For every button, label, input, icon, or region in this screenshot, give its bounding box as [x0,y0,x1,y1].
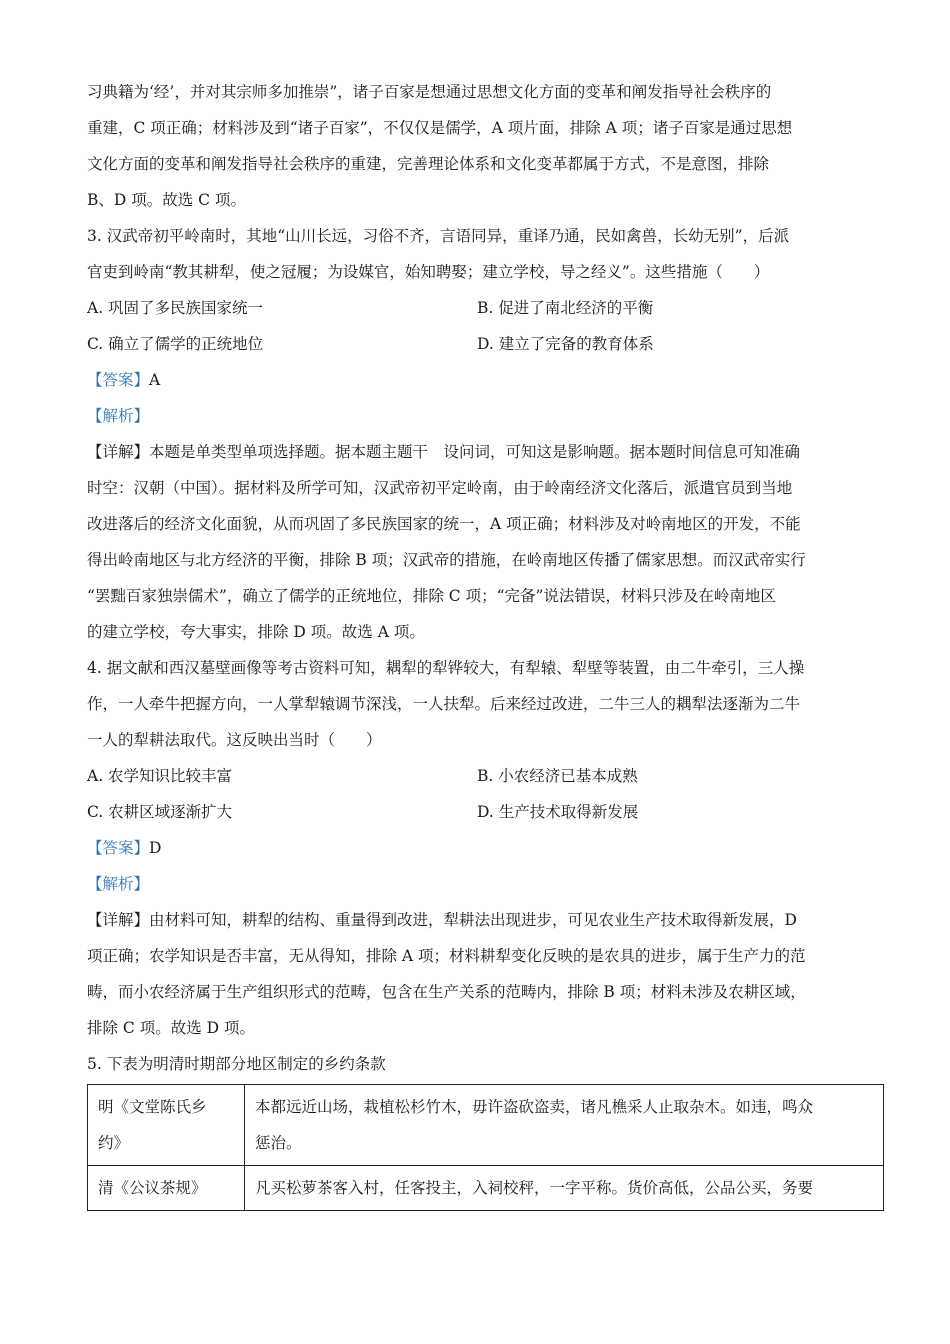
detail-line: 改进落后的经济文化面貌，从而巩固了多民族国家的统一，A 项正确；材料涉及对岭南地区的开发，不能 [87,515,801,533]
answer-value: A [149,371,161,389]
option-a: A. 农学知识比较丰富 [87,767,233,785]
table-cell-source [88,1166,245,1211]
detail-label: 【详解】 [87,443,150,461]
table-cell-source [88,1085,245,1166]
detail-line [87,902,887,938]
options-row [87,794,887,830]
options-row [87,326,887,362]
detail-line: 排除 C 项。故选 D 项。 [87,1019,255,1037]
cell-line: 明《文堂陈氏乡 [98,1098,207,1116]
answer-value: D [149,839,162,857]
question-stem: 作，一人牵牛把握方向，一人掌犁辕调节深浅，一人扶犁。后来经过改进，二牛三人的耦犁法逐渐为二牛 [87,695,801,713]
detail-label: 【详解】 [87,911,150,929]
text-line: 文化方面的变革和阐发指导社会秩序的重建，完善理论体系和文化变革都属于方式，不是意图，排除 [87,155,770,173]
answer-label: 【答案】 [87,371,150,389]
cell-line: 本都远近山场，栽植松杉竹木，毋许盗砍盗卖，诸凡樵采人止取杂木。如违，鸣众 [255,1098,814,1116]
question-stem: 3. 汉武帝初平岭南时，其地“山川长远，习俗不齐，言语同异，重译乃通，民如禽兽，长幼无别”，后派 [87,227,790,245]
cell-line: 约》 [98,1134,130,1152]
option-d: D. 建立了完备的教育体系 [477,335,654,353]
question-4 [87,650,887,1046]
detail-line: 时空：汉朝（中国）。据材料及所学可知，汉武帝初平定岭南，由于岭南经济文化落后，派遣官员到当地 [87,479,793,497]
table-cell-content [245,1085,884,1166]
option-c: C. 确立了儒学的正统地位 [87,335,264,353]
analysis-label: 【解析】 [87,875,150,893]
detail-line: 畴，而小农经济属于生产组织形式的范畴，包含在生产关系的范畴内，排除 B 项；材料未涉及农耕区域， [87,983,806,1001]
option-d: D. 生产技术取得新发展 [477,803,639,821]
answer-label: 【答案】 [87,839,150,857]
text-line: 习典籍为‘经’，并对其宗师多加推崇”，诸子百家是想通过思想文化方面的变革和阐发指导社会秩序的 [87,83,772,101]
question-stem: 一人的犁耕法取代。这反映出当时（ ） [87,731,382,749]
detail-line: 得出岭南地区与北方经济的平衡，排除 B 项；汉武帝的措施，在岭南地区传播了儒家思想。而汉武帝实行 [87,551,806,569]
detail-text: 本题是单类型单项选择题。据本题主题干 设问词，可知这是影响题。据本题时间信息可知准确 [149,443,801,461]
answer-line [87,362,887,398]
analysis-label: 【解析】 [87,407,150,425]
option-b: B. 小农经济已基本成熟 [477,767,638,785]
question-stem: 5. 下表为明清时期部分地区制定的乡约条款 [87,1055,386,1073]
detail-line: 的建立学校，夸大事实，排除 D 项。故选 A 项。 [87,623,425,641]
question-stem: 官吏到岭南“教其耕犁，使之冠履；为设媒官，始知聘娶；建立学校，导之经义”。这些措施（ ） [87,263,770,281]
cell-line: 惩治。 [255,1134,302,1152]
text-line: 重建，C 项正确；材料涉及到“诸子百家”，不仅仅是儒学，A 项片面，排除 A 项；诸子百家是通过思想 [87,119,793,137]
previous-explanation [87,74,887,218]
document-page [87,74,887,1211]
option-c: C. 农耕区域逐渐扩大 [87,803,233,821]
question-5 [87,1046,887,1211]
question-3 [87,218,887,650]
cell-line: 凡买松萝茶客入村，任客投主，入祠校秤，一字平称。货价高低，公品公买，务要 [255,1179,814,1197]
detail-line: 项正确；农学知识是否丰富，无从得知，排除 A 项；材料耕犁变化反映的是农具的进步，属于生产力的范 [87,947,806,965]
answer-line [87,830,887,866]
clauses-table [87,1084,884,1211]
table-cell-content [245,1166,884,1211]
detail-line: “罢黜百家独崇儒术”，确立了儒学的正统地位，排除 C 项；“完备”说法错误，材料只涉及在岭南地区 [87,587,776,605]
question-stem: 4. 据文献和西汉墓壁画像等考古资料可知，耦犁的犁铧较大，有犁辕、犁壁等装置，由二牛牵引，三人操 [87,659,805,677]
options-row [87,290,887,326]
option-a: A. 巩固了多民族国家统一 [87,299,264,317]
option-b: B. 促进了南北经济的平衡 [477,299,654,317]
options-row [87,758,887,794]
cell-line: 清《公议茶规》 [98,1179,207,1197]
detail-line [87,434,887,470]
detail-text: 由材料可知，耕犁的结构、重量得到改进，犁耕法出现进步，可见农业生产技术取得新发展，D [149,911,797,929]
table-row [88,1085,884,1166]
table-row [88,1166,884,1211]
text-line: B、D 项。故选 C 项。 [87,191,246,209]
